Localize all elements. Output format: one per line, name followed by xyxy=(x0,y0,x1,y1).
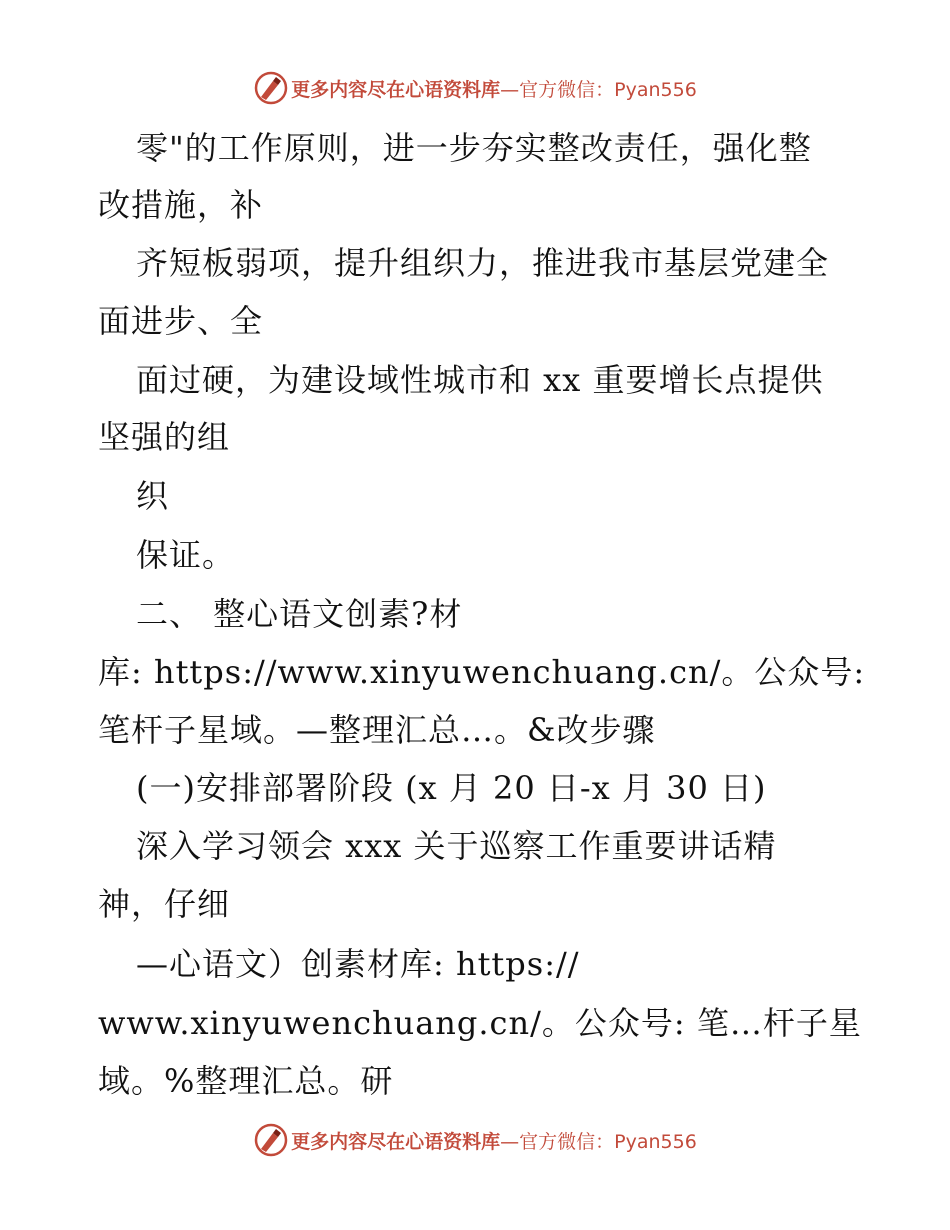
pen-circle-logo-icon xyxy=(253,70,289,106)
body-line: 零"的工作原则，进一步夯实整改责任，强化整 xyxy=(136,129,812,167)
pen-circle-logo-icon xyxy=(253,1122,289,1158)
body-line: 域。%整理汇总。研 xyxy=(98,1062,394,1100)
body-line: 库: https://www.xinyuwenchuang.cn/。公众号: xyxy=(98,653,866,691)
body-line: 织 xyxy=(136,477,170,515)
header-sub-text: —官方微信：Pyan556 xyxy=(500,78,697,101)
body-line: 笔杆子星域。—整理汇总…。&改步骤 xyxy=(98,711,656,749)
footer-banner xyxy=(0,1122,950,1158)
body-line: 坚强的组 xyxy=(98,418,231,456)
body-line: 齐短板弱项，提升组织力，推进我市基层党建全 xyxy=(136,244,830,282)
body-line: 神，仔细 xyxy=(98,885,231,923)
header-banner xyxy=(0,70,950,106)
body-line: 面过硬，为建设域性城市和 xx 重要增长点提供 xyxy=(136,361,824,399)
body-line: 深入学习领会 xxx 关于巡察工作重要讲话精 xyxy=(136,827,777,865)
body-line: 面进步、全 xyxy=(98,302,264,340)
section-heading: 二、 整心语文创素?材 xyxy=(136,595,463,633)
footer-sub-text: —官方微信：Pyan556 xyxy=(500,1130,697,1153)
footer-main-text: 更多内容尽在心语资料库 xyxy=(291,1130,501,1153)
body-line: 保证。 xyxy=(136,536,236,574)
body-line: 改措施，补 xyxy=(98,186,264,224)
header-main-text: 更多内容尽在心语资料库 xyxy=(291,78,501,101)
subsection-heading: (一)安排部署阶段 (x 月 20 日-x 月 30 日) xyxy=(136,769,767,807)
body-line: www.xinyuwenchuang.cn/。公众号: 笔…杆子星 xyxy=(98,1004,862,1042)
body-line: —心语文）创素材库: https:// xyxy=(136,945,580,983)
